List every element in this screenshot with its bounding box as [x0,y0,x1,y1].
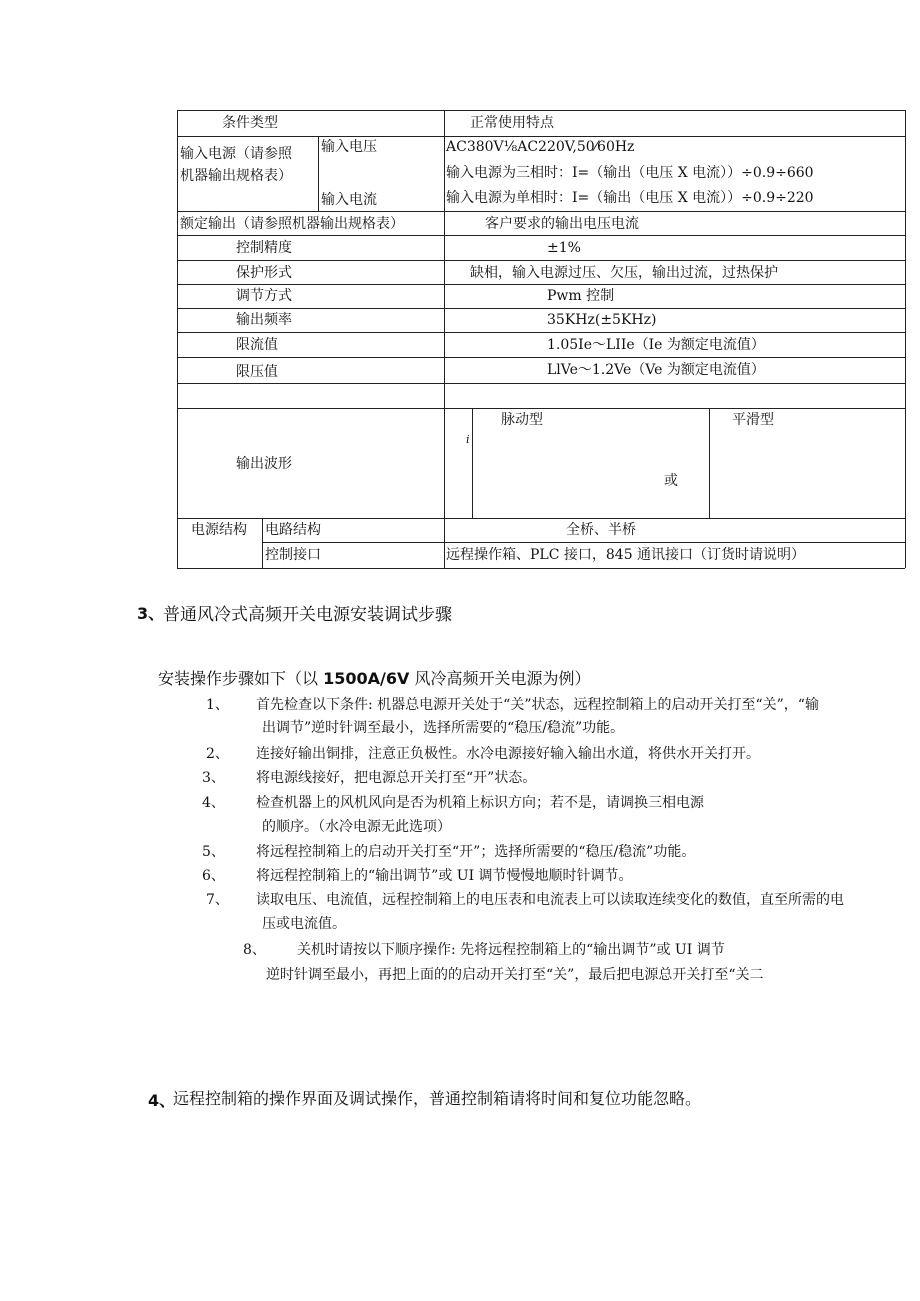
voltage-limit-label: 限压值 [236,364,278,380]
regulation-value: Pwm 控制 [547,288,615,304]
section3-intro [158,666,590,689]
protection-value: 缺相，输入电源过压、欠压，输出过流，过热保护 [470,265,778,281]
step-7-line-2: 压或电流值。 [262,916,346,932]
step-1-line-1: 首先检查以下条件: 机器总电源开关处于“关”状态，远程控制箱上的启动开关打至“关”，“输 [256,697,819,713]
header-condition-type: 条件类型 [222,115,278,131]
output-frequency-label: 输出频率 [236,312,292,328]
step-6-line-1: 将远程控制箱上的“输出调节”或 UI 调节慢慢地顺时针调节。 [256,868,633,884]
input-current-three-phase: 输入电源为三相时：I=（输出（电压 X 电流））÷0.9÷660 [446,165,814,181]
input-power-label-1: 输入电源（请参照 [180,146,292,162]
step-3-number: 3、 [202,770,225,786]
step-4-line-2: 的顺序。（水冷电源无此选项） [262,819,451,835]
step-3-line-1: 将电源线接好，把电源总开关打至“开”状态。 [256,770,537,786]
waveform-smooth-label: 平滑型 [732,412,774,428]
step-8-line-1: 关机时请按以下顺序操作: 先将远程控制箱上的“输出调节”或 UI 调节 [297,942,725,958]
waveform-label: 输出波形 [236,456,292,472]
control-interface-value: 远程操作箱、PLC 接口，845 通讯接口（订货时请说明） [446,547,806,563]
step-7-line-1: 读取电压、电流值，远程控制箱上的电压表和电流表上可以读取连续变化的数值，直至所需的电 [256,892,844,908]
step-2-number: 2、 [206,746,229,762]
step-2-line-1: 连接好输出铜排，注意正负极性。水冷电源接好输入输出水道，将供水开关打开。 [256,746,760,762]
current-limit-value: 1.05Ie～LIIe（Ie 为额定电流值） [547,337,765,353]
input-power-label-2: 机器输出规格表） [180,168,292,184]
rated-output-value: 客户要求的输出电压电流 [485,216,639,232]
circuit-structure-value: 全桥、半桥 [566,522,636,538]
step-5-line-1: 将远程控制箱上的启动开关打至“开”；选择所需要的“稳压/稳流”功能。 [256,844,696,860]
control-interface-label: 控制接口 [265,547,321,563]
waveform-axis-mark: i [466,433,470,446]
input-voltage-label: 输入电压 [321,139,377,155]
protection-label: 保护形式 [236,265,292,281]
power-structure-label: 电源结构 [191,522,247,538]
waveform-or-label: 或 [664,473,678,489]
regulation-label: 调节方式 [236,288,292,304]
step-5-number: 5、 [202,844,225,860]
section3-number: 3、 [137,604,165,623]
step-1-line-2: 出调节”逆时针调至最小，选择所需要的“稳压/稳流”功能。 [262,720,625,736]
control-accuracy-label: 控制精度 [236,240,292,256]
input-current-label: 输入电流 [321,192,377,208]
control-accuracy-value: ±1% [547,240,581,256]
circuit-structure-label: 电路结构 [265,522,321,538]
output-frequency-value: 35KHz(±5KHz) [547,312,657,328]
current-limit-label: 限流值 [236,337,278,353]
step-7-number: 7、 [206,892,229,908]
header-normal-features: 正常使用特点 [470,115,554,131]
step-1-number: 1、 [206,697,229,713]
step-4-number: 4、 [202,795,225,811]
step-8-number: 8、 [243,942,266,958]
waveform-pulse-label: 脉动型 [501,412,543,428]
intro-suffix: 风冷高频开关电源为例） [409,669,591,688]
step-4-line-1: 检查机器上的风机风向是否为机箱上标识方向；若不是，请调换三相电源 [256,795,704,811]
intro-model: 1500A/6V [323,669,410,688]
section3-title: 普通风冷式高频开关电源安装调试步骤 [163,605,452,625]
input-voltage-value: AC380V⅛AC220V,50⁄60Hz [446,139,635,155]
rated-output-label: 额定输出（请参照机器输出规格表） [180,216,404,232]
voltage-limit-value: LlVe～1.2Ve（Ve 为额定电流值） [547,362,765,378]
section4-number: 4、 [148,1091,176,1110]
step-8-line-2: 逆时针调至最小，再把上面的的启动开关打至“关”，最后把电源总开关打至“关二 [266,967,764,983]
step-6-number: 6、 [202,868,225,884]
intro-prefix: 安装操作步骤如下（以 [158,669,324,688]
section4-title: 远程控制箱的操作界面及调试操作，普通控制箱请将时间和复位功能忽略。 [173,1089,702,1108]
input-current-single-phase: 输入电源为单相时：I=（输出（电压 X 电流））÷0.9÷220 [446,190,814,206]
